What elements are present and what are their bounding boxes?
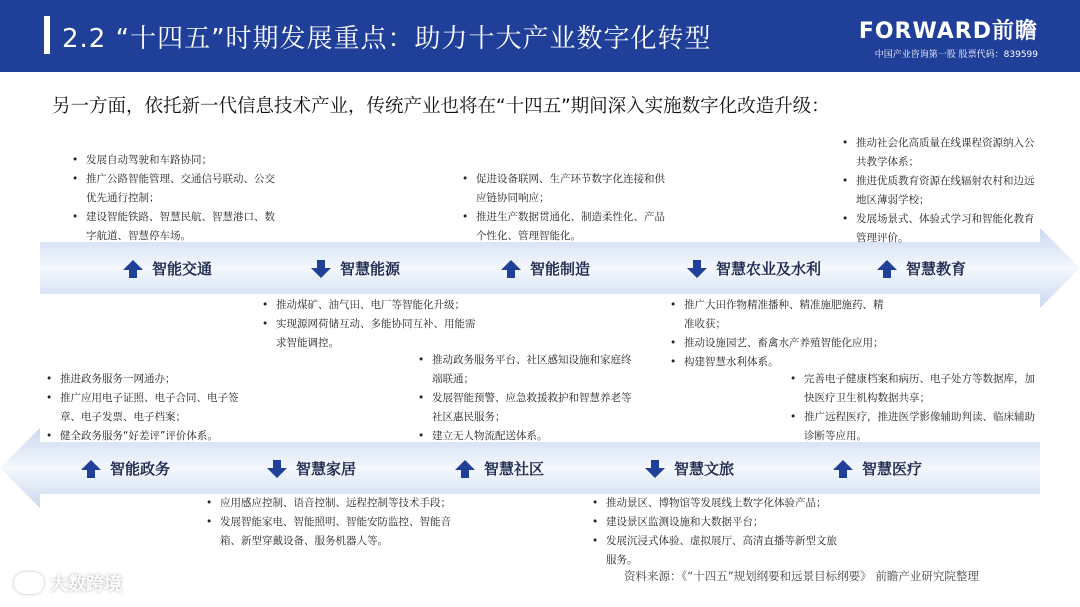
list-item: • 发展智能预警、应急救援救护和智慧养老等社区惠民服务； — [418, 389, 640, 427]
arrow-up-icon — [80, 459, 102, 479]
list-item: • 推动煤矿、油气田、电厂等智能化升级； — [262, 296, 484, 315]
arrow-down-icon — [310, 259, 332, 279]
list-item: • 促进设备联网、生产环节数字化连接和供应链协同响应； — [462, 170, 668, 208]
list-item: • 发展场景式、体验式学习和智能化教育管理评价。 — [842, 210, 1042, 248]
list-item: • 推进生产数据贯通化、制造柔性化、产品个性化、管理智能化。 — [462, 208, 668, 246]
bullets-smart-medical — [790, 370, 1036, 446]
label-smart-government: 智能政务 — [80, 458, 170, 479]
bullets-smart-energy — [262, 296, 484, 353]
label-smart-manufacturing: 智能制造 — [500, 258, 590, 279]
list-item: • 构建智慧水利体系。 — [670, 353, 890, 372]
arrow-down-icon — [644, 459, 666, 479]
list-item: • 推动设施园艺、畜禽水产养殖智能化应用； — [670, 334, 890, 353]
list-item: • 推动社会化高质量在线课程资源纳入公共教学体系； — [842, 134, 1042, 172]
arrow-down-icon — [686, 259, 708, 279]
list-item: • 推广公路智能管理、交通信号联动、公交优先通行控制； — [72, 170, 282, 208]
label-smart-tourism: 智慧文旅 — [644, 458, 734, 479]
bullets-smart-manufacturing — [462, 170, 668, 246]
list-item: • 建设景区监测设施和大数据平台； — [592, 513, 842, 532]
arrow-up-icon — [500, 259, 522, 279]
bullets-smart-tourism — [592, 494, 842, 570]
arrow-up-icon — [832, 459, 854, 479]
header-accent-bar — [44, 16, 50, 54]
watermark-logo-icon — [14, 572, 44, 594]
list-item: • 完善电子健康档案和病历、电子处方等数据库，加快医疗卫生机构数据共享； — [790, 370, 1036, 408]
label-smart-home: 智慧家居 — [266, 458, 356, 479]
label-smart-agriculture: 智慧农业及水利 — [686, 258, 821, 279]
watermark — [14, 570, 122, 596]
arrow-up-icon — [454, 459, 476, 479]
list-item: • 推广应用电子证照、电子合同、电子签章、电子发票、电子档案； — [46, 389, 256, 427]
header-bar — [0, 0, 1080, 72]
label-smart-transport: 智能交通 — [122, 258, 212, 279]
bullets-smart-community — [418, 351, 640, 446]
bullets-smart-government — [46, 370, 256, 446]
arrow-up-icon — [876, 259, 898, 279]
bullets-smart-transport — [72, 151, 282, 246]
bullets-smart-agriculture — [670, 296, 890, 372]
list-item: • 推进政务服务一网通办； — [46, 370, 256, 389]
label-smart-education: 智慧教育 — [876, 258, 966, 279]
page-title: 2.2 “十四五”时期发展重点：助力十大产业数字化转型 — [62, 24, 712, 54]
list-item: • 推广远程医疗，推进医学影像辅助判读、临床辅助诊断等应用。 — [790, 408, 1036, 446]
list-item: • 推广大田作物精准播种、精准施肥施药、精准收获； — [670, 296, 890, 334]
list-item: • 推动政务服务平台、社区感知设施和家庭终端联通； — [418, 351, 640, 389]
bullets-smart-home — [206, 494, 460, 551]
intro-text: 另一方面，依托新一代信息技术产业，传统产业也将在“十四五”期间深入实施数字化改造升级： — [52, 96, 830, 117]
brand-logo-text: FORWARD前瞻 — [858, 19, 1038, 44]
label-smart-medical: 智慧医疗 — [832, 458, 922, 479]
label-smart-energy: 智慧能源 — [310, 258, 400, 279]
brand-logo — [859, 14, 1038, 60]
list-item: • 建设智能铁路、智慧民航、智慧港口、数字航道、智慧停车场。 — [72, 208, 282, 246]
list-item: • 实现源网荷储互动、多能协同互补、用能需求智能调控。 — [262, 315, 484, 353]
label-smart-community: 智慧社区 — [454, 458, 544, 479]
bullets-smart-education — [842, 134, 1042, 248]
list-item: • 发展智能家电、智能照明、智能安防监控、智能音箱、新型穿戴设备、服务机器人等。 — [206, 513, 460, 551]
list-item: • 推进优质教育资源在线辐射农村和边远地区薄弱学校； — [842, 172, 1042, 210]
list-item: • 建立无人物流配送体系。 — [418, 427, 640, 446]
source-note: 资料来源：《“十四五”规划纲要和远景目标纲要》 前瞻产业研究院整理 — [624, 569, 979, 583]
watermark-text: 大数跨境 — [50, 574, 122, 595]
list-item: • 发展自动驾驶和车路协同； — [72, 151, 282, 170]
arrow-down-icon — [266, 459, 288, 479]
list-item: • 推动景区、博物馆等发展线上数字化体验产品； — [592, 494, 842, 513]
arrow-up-icon — [122, 259, 144, 279]
list-item: • 发展沉浸式体验、虚拟展厅、高清直播等新型文旅服务。 — [592, 532, 842, 570]
brand-tagline: 中国产业咨询第一股 股票代码：839599 — [874, 50, 1038, 60]
list-item: • 应用感应控制、语音控制、远程控制等技术手段； — [206, 494, 460, 513]
list-item: • 健全政务服务“好差评”评价体系。 — [46, 427, 256, 446]
